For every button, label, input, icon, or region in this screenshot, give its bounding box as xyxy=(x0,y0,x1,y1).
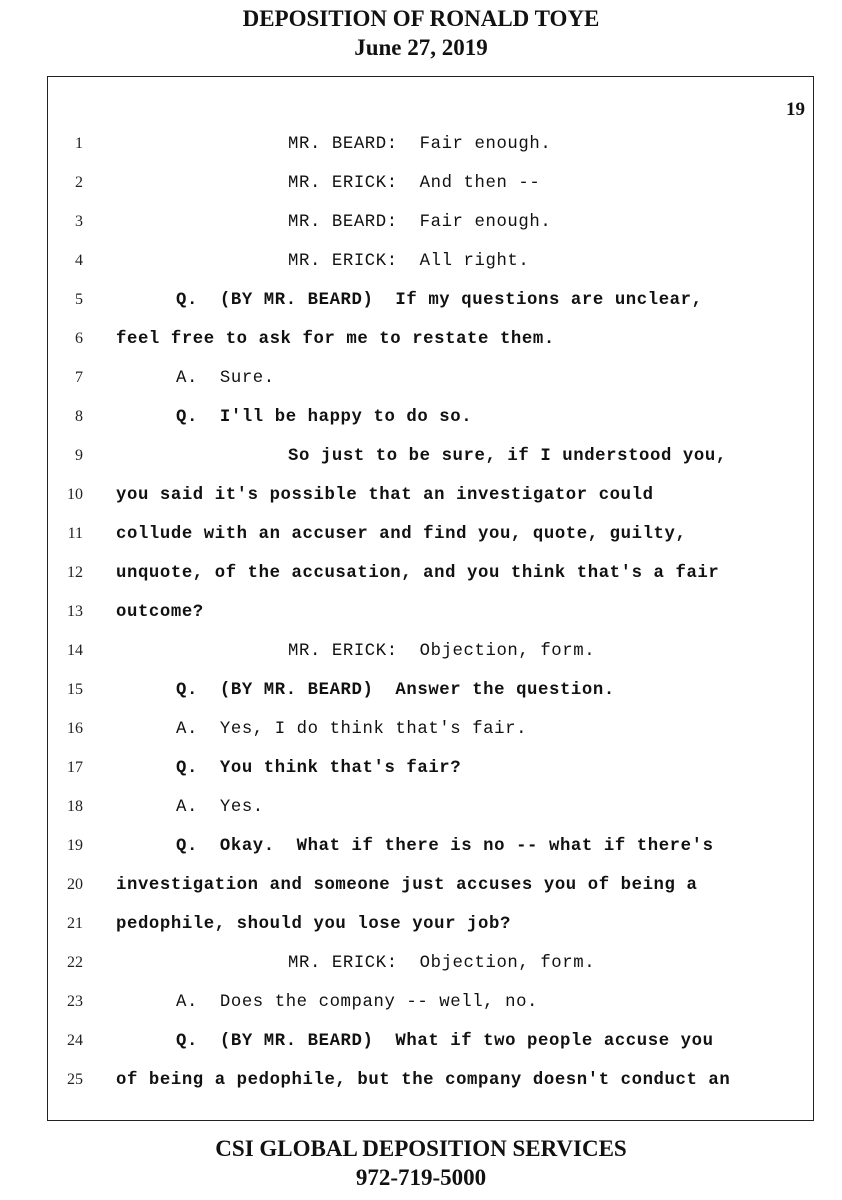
line-text: pedophile, should you lose your job? xyxy=(116,915,511,934)
line-text: Q. (BY MR. BEARD) If my questions are unclear, xyxy=(176,291,703,310)
line-text: MR. ERICK: And then -- xyxy=(288,174,541,193)
line-number: 7 xyxy=(75,369,83,386)
line-number: 2 xyxy=(75,174,83,191)
line-number: 8 xyxy=(75,408,83,425)
line-text: MR. BEARD: Fair enough. xyxy=(288,135,552,154)
transcript-line xyxy=(48,603,815,642)
transcript-line xyxy=(48,876,815,915)
transcript-frame xyxy=(47,76,814,1121)
page-number: 19 xyxy=(786,99,805,120)
line-text: Q. You think that's fair? xyxy=(176,759,462,778)
line-text: A. Sure. xyxy=(176,369,275,388)
transcript-line xyxy=(48,135,815,174)
transcript-line xyxy=(48,837,815,876)
line-number: 25 xyxy=(67,1071,83,1088)
line-number: 23 xyxy=(67,993,83,1010)
line-number: 24 xyxy=(67,1032,83,1049)
line-number: 22 xyxy=(67,954,83,971)
line-text: Q. I'll be happy to do so. xyxy=(176,408,473,427)
line-text: Q. (BY MR. BEARD) Answer the question. xyxy=(176,681,615,700)
transcript-line xyxy=(48,642,815,681)
line-text: MR. ERICK: All right. xyxy=(288,252,530,271)
company-name: CSI GLOBAL DEPOSITION SERVICES xyxy=(215,1136,627,1161)
line-text: investigation and someone just accuses you of being a xyxy=(116,876,698,895)
line-number: 12 xyxy=(67,564,83,581)
transcript-line xyxy=(48,681,815,720)
line-text: of being a pedophile, but the company doesn't conduct an xyxy=(116,1071,731,1090)
page-header xyxy=(0,4,842,62)
transcript-line xyxy=(48,915,815,954)
transcript-line xyxy=(48,720,815,759)
transcript-line xyxy=(48,993,815,1032)
transcript-line xyxy=(48,408,815,447)
transcript-line xyxy=(48,798,815,837)
line-text: outcome? xyxy=(116,603,204,622)
line-number: 21 xyxy=(67,915,83,932)
line-text: Q. (BY MR. BEARD) What if two people accuse you xyxy=(176,1032,714,1051)
transcript-line xyxy=(48,330,815,369)
transcript-line xyxy=(48,759,815,798)
transcript-line xyxy=(48,174,815,213)
line-number: 15 xyxy=(67,681,83,698)
line-number: 16 xyxy=(67,720,83,737)
transcript-line xyxy=(48,369,815,408)
line-number: 20 xyxy=(67,876,83,893)
line-number: 10 xyxy=(67,486,83,503)
line-number: 5 xyxy=(75,291,83,308)
transcript-line xyxy=(48,213,815,252)
line-text: collude with an accuser and find you, quote, guilty, xyxy=(116,525,687,544)
line-number: 1 xyxy=(75,135,83,152)
line-number: 14 xyxy=(67,642,83,659)
line-number: 4 xyxy=(75,252,83,269)
line-number: 17 xyxy=(67,759,83,776)
line-text: A. Does the company -- well, no. xyxy=(176,993,539,1012)
line-text: Q. Okay. What if there is no -- what if there's xyxy=(176,837,714,856)
line-number: 11 xyxy=(67,525,83,542)
line-text: you said it's possible that an investigator could xyxy=(116,486,654,505)
page-footer xyxy=(0,1134,842,1192)
transcript-line xyxy=(48,486,815,525)
line-number: 13 xyxy=(67,603,83,620)
line-text: feel free to ask for me to restate them. xyxy=(116,330,555,349)
line-text: MR. BEARD: Fair enough. xyxy=(288,213,552,232)
transcript-line xyxy=(48,1071,815,1110)
line-text: MR. ERICK: Objection, form. xyxy=(288,954,596,973)
line-text: MR. ERICK: Objection, form. xyxy=(288,642,596,661)
line-text: So just to be sure, if I understood you, xyxy=(288,447,727,466)
line-number: 19 xyxy=(67,837,83,854)
company-phone: 972-719-5000 xyxy=(355,1165,487,1190)
line-number: 9 xyxy=(75,447,83,464)
line-number: 3 xyxy=(75,213,83,230)
line-text: A. Yes. xyxy=(176,798,264,817)
transcript-line xyxy=(48,1032,815,1071)
line-text: A. Yes, I do think that's fair. xyxy=(176,720,528,739)
transcript-line xyxy=(48,291,815,330)
transcript-line xyxy=(48,954,815,993)
transcript-line xyxy=(48,252,815,291)
transcript-line xyxy=(48,525,815,564)
transcript-line xyxy=(48,564,815,603)
deposition-title: DEPOSITION OF RONALD TOYE xyxy=(242,6,600,31)
deposition-date: June 27, 2019 xyxy=(354,35,488,60)
transcript-line xyxy=(48,447,815,486)
line-number: 6 xyxy=(75,330,83,347)
line-number: 18 xyxy=(67,798,83,815)
line-text: unquote, of the accusation, and you think that's a fair xyxy=(116,564,720,583)
